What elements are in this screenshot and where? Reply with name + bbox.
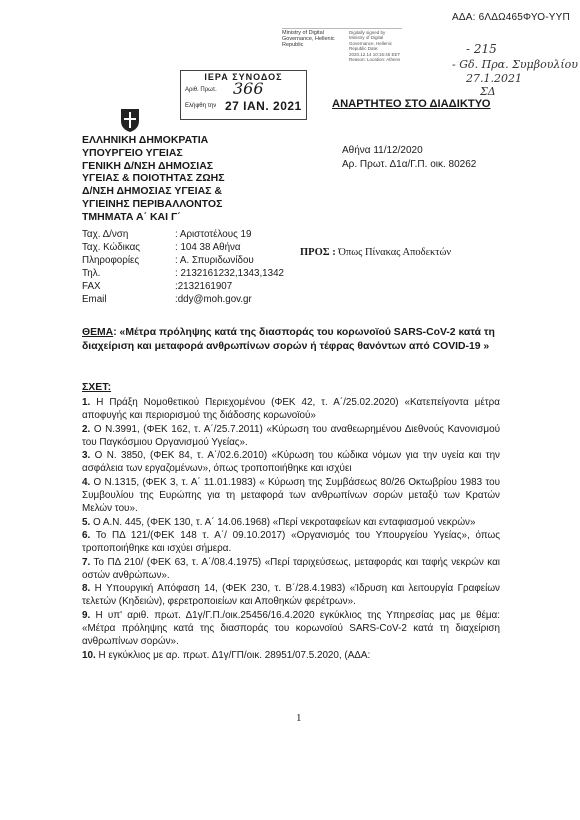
- contact-label: FAX: [82, 281, 101, 292]
- handwritten-note-3: 27.1.2021: [466, 72, 522, 85]
- contact-row: [82, 267, 284, 280]
- reference-number: 6.: [82, 529, 91, 541]
- reference-item: [82, 476, 500, 516]
- reference-item: [82, 582, 500, 609]
- contact-label: Ταχ. Δ/νση: [82, 229, 129, 240]
- contact-label: Πληροφορίες: [82, 255, 140, 266]
- authority-line: Δ/ΝΣΗ ΔΗΜΟΣΙΑΣ ΥΓΕΙΑΣ &: [82, 185, 222, 198]
- reference-text: Η υπ' αριθ. πρωτ. Δ1γ/Γ.Π./οικ.25456/16.4.2020 εγκύκλιος της Υπηρεσίας μας με θέμα: «Μέτρα πρόληψης κατά της διασποράς του κορωνοϊού SARS-CoV-2 κατά τη διαχείριση ανθρωπίνων σορών».: [82, 609, 500, 648]
- receipt-stamp: [180, 70, 307, 120]
- reference-item: [82, 449, 500, 476]
- reference-number: 5.: [82, 516, 91, 528]
- subject: [82, 326, 512, 354]
- reference-item: [82, 649, 500, 662]
- authority-line: ΕΛΛΗΝΙΚΗ ΔΗΜΟΚΡΑΤΙΑ: [82, 134, 209, 146]
- reference-item: [82, 396, 500, 423]
- reference-item: [82, 609, 500, 649]
- reference-item: [82, 516, 500, 529]
- page-number: 1: [296, 712, 302, 724]
- recipient-value: Όπως Πίνακας Αποδεκτών: [338, 247, 452, 258]
- contact-label: Τηλ.: [82, 268, 101, 279]
- date-protocol-block: [342, 144, 476, 172]
- recipient-label: ΠΡΟΣ :: [300, 247, 336, 258]
- authority-line: ΥΓΙΕΙΝΗΣ ΠΕΡΙΒΑΛΛΟΝΤΟΣ: [82, 197, 223, 210]
- reference-number: 10.: [82, 649, 96, 661]
- reference-text: Ο Ν. 3850, (ΦΕΚ 84, τ. Α΄/02.6.2010) «Κύρωση του κώδικα νόμων για την υγεία και την ασφάλεια των εργαζομένων», όπως τροποποιήθηκε και ισχύει: [82, 450, 500, 475]
- reference-item: [82, 423, 500, 450]
- reference-item: [82, 556, 500, 583]
- posted-notice: ΑΝΑΡΤΗΤΕΟ ΣΤΟ ΔΙΑΔΙΚΤΥΟ: [332, 98, 491, 110]
- contact-info: [82, 228, 284, 306]
- stamp-protocol-label: Αριθ. Πρωτ.: [185, 87, 217, 93]
- recipient-line: [300, 247, 451, 258]
- authority-line: ΥΠΟΥΡΓΕΙΟ ΥΓΕΙΑΣ: [82, 146, 183, 159]
- authority-line: ΤΜΗΜΑΤΑ Α΄ ΚΑΙ Γ΄: [82, 210, 181, 223]
- contact-value: : 104 38 Αθήνα: [175, 242, 241, 253]
- reference-text: Το ΠΔ 121/(ΦΕΚ 148 τ. Α΄/ 09.10.2017) «Οργανισμός του Υπουργείου Υγείας», όπως τροποποιήθηκε και ισχύει σήμερα.: [82, 529, 500, 555]
- reference-number: 8.: [82, 583, 91, 595]
- references-title: ΣΧΕΤ:: [82, 381, 112, 393]
- handwritten-note-4: ΣΔ: [480, 85, 496, 98]
- signature-signer: Ministry of Digital Governance, Hellenic Republic: [282, 30, 335, 48]
- reference-text: Ο Α.Ν. 445, (ΦΕΚ 130, τ. Α΄ 14.06.1968) «Περί νεκροταφείων και ενταφιασμού νεκρών»: [93, 516, 476, 528]
- reference-number: 7.: [82, 556, 91, 568]
- stamp-received-label: Ελήφθη την: [185, 103, 217, 109]
- contact-row: [82, 254, 284, 267]
- reference-number: 4.: [82, 476, 91, 488]
- contact-value: :2132161907: [175, 281, 233, 292]
- reference-number: 2.: [82, 423, 91, 435]
- contact-value: : 2132161232,1343,1342: [175, 268, 284, 279]
- reference-text: Το ΠΔ 210/ (ΦΕΚ 63, τ. Α΄/08.4.1975) «Περί ταριχεύσεως, μεταφοράς και ταφής νεκρών και οστών ανθρώπων».: [82, 556, 500, 581]
- place-date: Αθήνα 11/12/2020: [342, 145, 423, 156]
- issuing-authority: [82, 134, 225, 224]
- contact-row: [82, 228, 284, 241]
- contact-row: [82, 280, 284, 293]
- handwritten-note-1: - 215: [466, 42, 497, 56]
- reference-text: Η εγκύκλιος με αρ. πρωτ. Δ1γ/ΓΠ/οικ. 28951/07.5.2020, (ΑΔΑ:: [98, 649, 371, 661]
- reference-number: 1.: [82, 397, 91, 408]
- signature-meta: Digitally signed by Ministry of Digital Governance, Hellenic Republic Date: 2020.12.14 10:16:45 EET Reason: Location: Athens: [349, 30, 401, 63]
- contact-label: Email: [82, 294, 107, 305]
- contact-label: Ταχ. Κώδικας: [82, 242, 141, 253]
- reference-number: 9.: [82, 609, 91, 621]
- stamp-received-date: 27 ΙΑΝ. 2021: [225, 99, 302, 113]
- contact-row: [82, 293, 284, 306]
- reference-text: Ο Ν.3991, (ΦΕΚ 162, τ. Α΄/25.7.2011) «Κύρωση του αναθεωρημένου Διεθνούς Κανονισμού του Παγκόσμιου Οργανισμού Υγείας».: [82, 423, 500, 448]
- authority-line: ΓΕΝΙΚΗ Δ/ΝΣΗ ΔΗΜΟΣΙΑΣ: [82, 159, 214, 172]
- greek-emblem-icon: [119, 107, 141, 133]
- reference-text: Ο Ν.1315, (ΦΕΚ 3, τ. Α΄ 11.01.1983) « Κύρωση της Συμβάσεως 80/26 Οκτωβρίου 1983 του Συμβουλίου της Ευρώπης για τη μεταφορά των ανθρωπίνων σορών μεταξύ των Κρατών Μελών του».: [82, 476, 501, 515]
- references-list: [82, 396, 500, 662]
- handwritten-note-2: - Gδ. Πρα. Συμβουλίου: [452, 58, 578, 71]
- reference-text: Η Πράξη Νομοθετικού Περιεχομένου (ΦΕΚ 42, τ. Α΄/25.02.2020) «Κατεπείγοντα μέτρα αποφυγής και περιορισμού της διάδοσης κορωνοϊού»: [82, 397, 500, 422]
- reference-number: 3.: [82, 450, 91, 462]
- stamp-protocol-number: 366: [233, 79, 264, 98]
- subject-text: : «Μέτρα πρόληψης κατά της διασποράς του κορωνοϊού SARS-CoV-2 κατά τη διαχείριση και μεταφορά ανθρωπίνων σορών ή τέφρας θανόντων από COVID-19 »: [82, 327, 495, 352]
- reference-text: Η Υπουργική Απόφαση 14, (ΦΕΚ 230, τ. Β΄/28.4.1983) «Ίδρυση και λειτουργία Γραφείων τελετών (Κηδειών), φερετροποιείων και Αποθηκών φερέτρων».: [82, 583, 500, 608]
- contact-email[interactable]: :ddy@moh.gov.gr: [175, 294, 252, 305]
- subject-label: ΘΕΜΑ: [82, 327, 114, 338]
- contact-row: [82, 241, 284, 254]
- reference-item: [82, 529, 500, 556]
- authority-line: ΥΓΕΙΑΣ & ΠΟΙΟΤΗΤΑΣ ΖΩΗΣ: [82, 172, 225, 185]
- contact-value: : Α. Σπυριδωνίδου: [175, 255, 254, 266]
- protocol-number: Αρ. Πρωτ. Δ1α/Γ.Π. οικ. 80262: [342, 159, 477, 170]
- stamp-title: ΙΕΡΑ ΣΥΝΟΔΟΣ: [204, 72, 283, 82]
- ada-code: ΑΔΑ: 6ΛΔΩ465ΦΥΟ-ΥΥΠ: [452, 12, 570, 23]
- contact-value: : Αριστοτέλους 19: [175, 229, 252, 240]
